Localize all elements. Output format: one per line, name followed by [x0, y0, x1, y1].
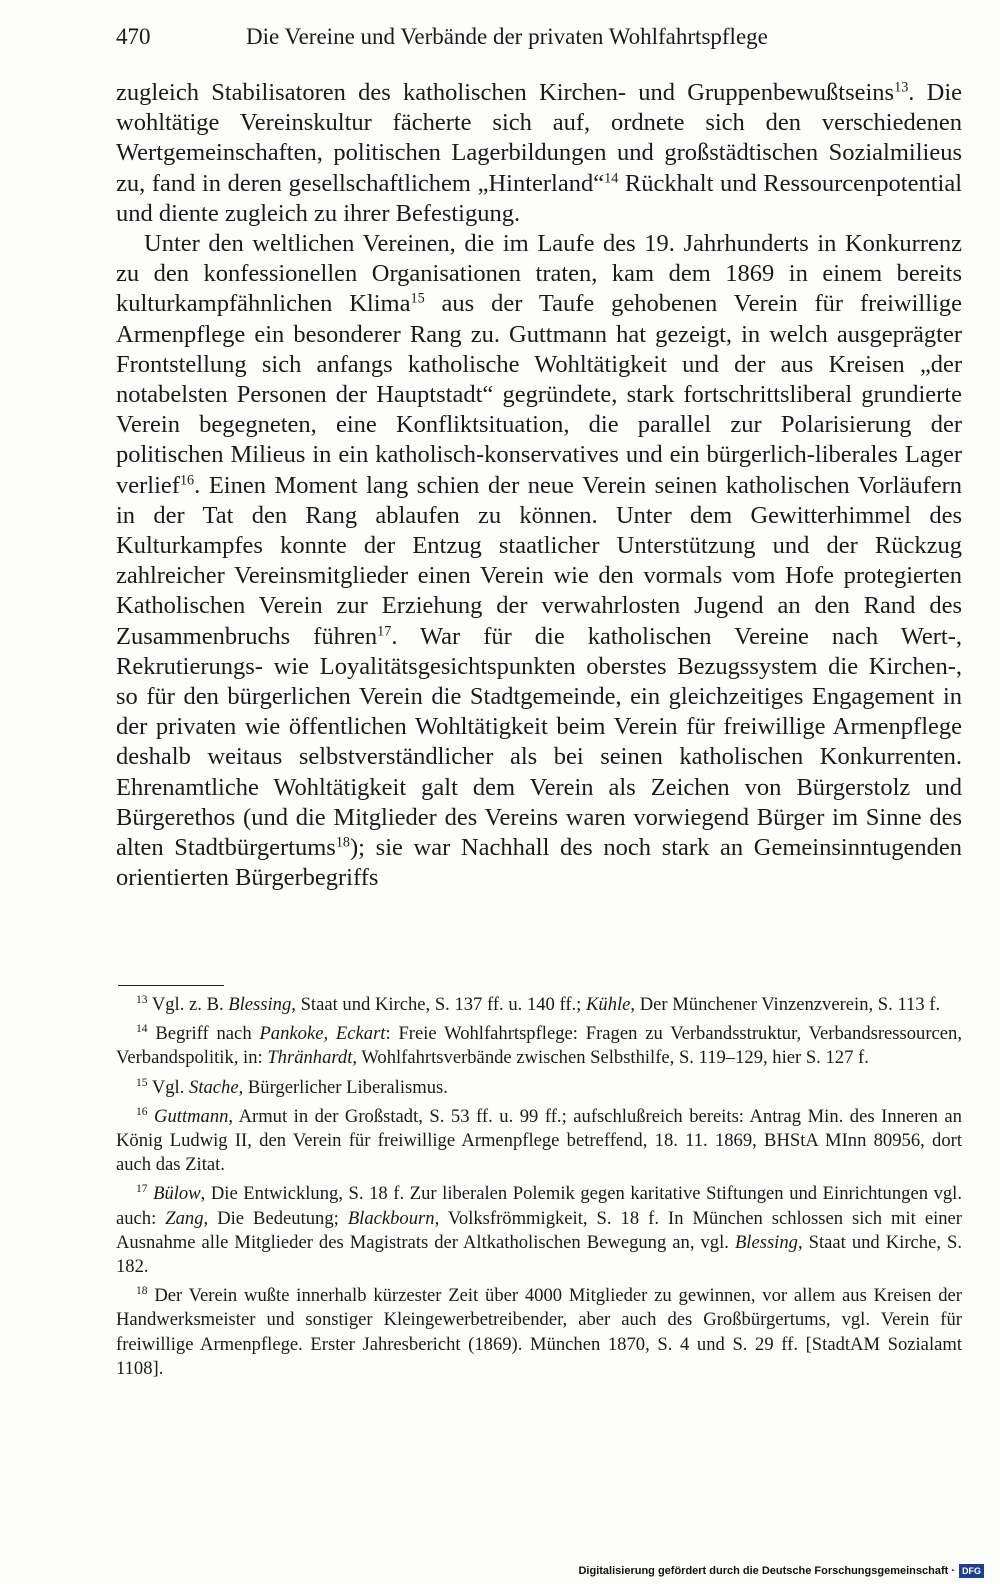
author-name: Kühle	[586, 994, 631, 1015]
text-run: , Armut in der Großstadt, S. 53 ff. u. 99 ff.; aufschlußreich bereits: Antrag Min. des Inneren an König Ludwig II, den Verein für freiwillige Armenpflege betreffend, 18. 11. 1869, BHStA MInn 80956, dort auch das Zitat.	[116, 1105, 962, 1176]
footnote-ref: 16	[179, 472, 195, 489]
text-run: , Volksfrömmigkeit, S. 18 f. In München schlossen sich mit einer Ausnahme alle Mitglieder des Magistrats der Altkatholischen Bewegung an, vgl.	[116, 1207, 962, 1253]
footnote-16	[116, 1105, 962, 1178]
footnote-number: 15	[136, 1076, 148, 1089]
text-run: Rückhalt und Ressourcenpotential und diente zugleich zu ihrer Befestigung.	[116, 169, 962, 227]
main-text	[116, 78, 962, 893]
footnote-17	[116, 1182, 962, 1279]
footnote-number: 14	[136, 1023, 148, 1036]
author-name: Stache	[189, 1076, 239, 1098]
text-run: , Bürgerlicher Liberalismus.	[238, 1076, 448, 1098]
author-name: Blessing	[734, 1231, 798, 1253]
footnote-number: 17	[136, 1183, 148, 1196]
credit-text: Digitalisierung gefördert durch die Deutsche Forschungsgemeinschaft ·	[578, 1565, 955, 1577]
footnote-14	[116, 1022, 962, 1070]
page-header	[116, 20, 838, 54]
dfg-logo-icon: DFG	[959, 1564, 984, 1578]
author-name: Guttmann	[154, 1105, 229, 1127]
text-run: , Wohlfahrtsverbände zwischen Selbsthilfe, S. 119–129, hier S. 127 f.	[352, 1047, 869, 1069]
author-name: Bülow	[153, 1183, 201, 1205]
running-title: Die Vereine und Verbände der privaten Wohlfahrtspflege	[246, 24, 768, 49]
author-name: Pankoke, Eckart	[259, 1023, 386, 1045]
text-run: aus der Taufe gehobenen Verein für freiwillige Armenpflege ein besonderer Rang zu. Guttmann hat gezeigt, in welch ausgeprägter Frontstellung sich anfangs katholische Wohltätigkeit und der aus Kreisen „der notabelsten Personen der Hauptstadt“ gegründete, stark fortschrittsliberal grundierte Verein begegneten, eine Konfliktsituation, die parallel zur Polarisierung der politischen Milieus in ein katholisch-konservatives und ein bürgerlich-liberales Lager verlief	[116, 290, 962, 499]
text-run: zugleich Stabilisatoren des katholischen Kirchen- und Gruppenbewußtseins	[116, 79, 895, 106]
paragraph	[116, 229, 962, 893]
footnote-15	[116, 1076, 962, 1100]
text-run: . War für die katholischen Vereine nach Wert-, Rekrutierungs- wie Loyalitätsgesichtspunkten oberstes Bezugssystem die Kirchen-, so für den bürgerlichen Verein die Stadtgemeinde, ein gleichzeitiges Engagement in der privaten wie öffentlichen Wohltätigkeit beim Verein für freiwillige Armenpflege deshalb weitaus selbstverständlicher als bei seinen katholischen Konkurrenten. Ehrenamtliche Wohltätigkeit galt dem Verein als Zeichen von Bürgerstolz und Bürgerethos (und die Mitglieder des Vereins waren vorwiegend Bürger im Sinne des alten Stadtbürgertums	[116, 622, 962, 862]
author-name: Thränhardt	[267, 1047, 353, 1069]
footnotes	[116, 993, 962, 1386]
footnote-ref: 17	[377, 623, 392, 640]
author-name: Zang	[165, 1207, 204, 1229]
text-run: , Staat und Kirche, S. 137 ff. u. 140 ff.;	[291, 994, 586, 1015]
text-run: . Die wohltätige Vereinskultur fächerte sich auf, ordnete sich den verschiedenen Wertgemeinschaften, politischen Lagerbildungen und großstädtischen Sozialmilieus zu, fand in deren gesellschaftlichem „Hinterland“	[116, 79, 962, 197]
footnote-ref: 14	[604, 170, 619, 187]
text-run: : Freie Wohlfahrtspflege: Fragen zu Verbandsstruktur, Verbandsressourcen, Verbandspolitik, in:	[116, 1023, 962, 1069]
paragraph	[116, 78, 962, 229]
text-run: Begriff nach	[147, 1023, 260, 1045]
text-run: , Die Entwicklung, S. 18 f. Zur liberalen Polemik gegen karitative Stiftungen und Einrichtungen vgl. auch:	[116, 1183, 962, 1229]
text-run: . Einen Moment lang schien der neue Verein seinen katholischen Vorläufern in der Tat den Rang ablaufen zu können. Unter dem Gewitterhimmel des Kulturkampfes konnte der Entzug staatlicher Unterstützung und der Rückzug zahlreicher Vereinsmitglieder einen Verein wie den vormals vom Hofe protegierten Katholischen Verein zur Erziehung der verwahrlosten Jugend an den Rand des Zusammenbruchs führen	[116, 471, 962, 650]
footnote-number: 16	[136, 1105, 148, 1118]
text-run: , Staat und Kirche, S. 182.	[116, 1231, 962, 1278]
footnote-ref: 18	[335, 834, 351, 851]
author-name: Blessing	[228, 994, 292, 1015]
text-run: Vgl.	[147, 1076, 190, 1098]
text-run: Vgl. z. B.	[147, 994, 229, 1015]
text-run: , Der Münchener Vinzenzverein, S. 113 f.	[630, 994, 941, 1015]
text-run: , Die Bedeutung;	[203, 1207, 348, 1229]
footnote-ref: 15	[410, 290, 425, 307]
footnote-number: 13	[136, 994, 148, 1007]
text-run: Unter den weltlichen Vereinen, die im Laufe des 19. Jahrhunderts in Konkurrenz zu den konfessionellen Organisationen traten, kam dem 1869 in einem bereits kulturkampfähnlichen Klima	[116, 230, 962, 318]
footnote-18	[116, 1284, 962, 1381]
digitization-credit	[578, 1562, 984, 1580]
text-run: ); sie war Nachhall des noch stark an Gemeinsinntugenden orientierten Bürgerbegriffs	[116, 834, 963, 892]
page-number: 470	[116, 24, 151, 49]
footnote-number: 18	[136, 1285, 148, 1298]
text-run: Der Verein wußte innerhalb kürzester Zeit über 4000 Mitglieder zu gewinnen, vor allem aus Kreisen der Handwerksmeister und sonstiger Kleingewerbetreibender, aber auch des Großbürgertums, vgl. Verein für freiwillige Armenpflege. Erster Jahresbericht (1869). München 1870, S. 4 und S. 29 ff. [StadtAM Sozialamt 1108].	[116, 1285, 962, 1379]
footnote-13	[116, 993, 962, 1017]
author-name: Blackbourn	[347, 1207, 435, 1229]
footnote-ref: 13	[894, 79, 909, 96]
footnote-rule	[118, 985, 224, 986]
